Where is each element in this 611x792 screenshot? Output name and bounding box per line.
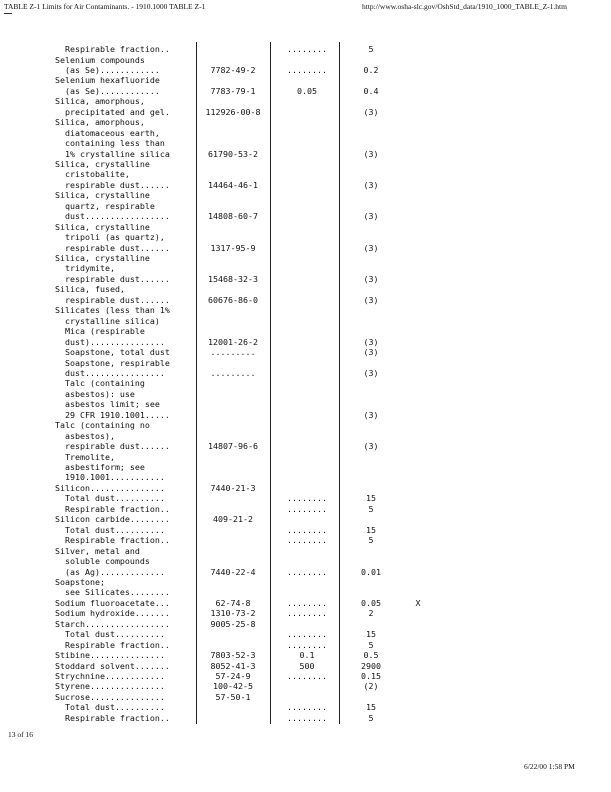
substance-cell: asbestos limit; see [55,399,160,410]
substance-cell: Styrene............... [55,681,165,692]
cas-number-cell: 14464-46-1 [208,179,258,190]
mg-limit-cell: (3) [363,273,379,284]
ppm-limit-cell: ........ [287,493,327,504]
substance-cell: Silica, crystalline [55,221,150,232]
substance-cell: respirable dust...... [55,273,170,284]
substance-cell: Silicates (less than 1% [55,305,170,316]
substance-cell: precipitated and gel. [55,106,170,117]
mg-limit-cell: 15 [366,524,376,535]
mg-limit-cell: 5 [368,44,374,54]
substance-cell: Mica (respirable [55,326,145,337]
substance-cell: 1% crystalline silica [55,148,170,159]
cas-number-cell: 9005-25-8 [210,618,256,629]
substance-cell: Strychnine............ [55,671,165,681]
mg-limit-cell: 0.2 [363,64,379,75]
cas-number-cell: 1317-95-9 [210,242,256,253]
substance-cell: Soapstone; [55,576,105,587]
substance-cell: tripoli (as quartz), [55,232,165,243]
ppm-limit-cell: ........ [287,44,327,54]
substance-cell: respirable dust...... [55,179,170,190]
substance-cell: dust)............... [55,336,165,347]
substance-cell: diatomaceous earth, [55,127,160,138]
cas-number-cell: 61790-53-2 [208,148,258,159]
mg-limit-cell: 5 [368,535,374,546]
substance-cell: Respirable fraction.. [55,712,170,723]
substance-cell: quartz, respirable [55,200,155,211]
cas-number-cell: 112926-00-8 [205,106,261,117]
mg-limit-cell: 5 [368,639,374,650]
substance-cell: Silicon............... [55,482,165,493]
substance-cell: 29 CFR 1910.1001..... [55,409,170,420]
cas-number-cell: 57-24-9 [215,671,251,681]
ppm-limit-cell: ........ [287,597,327,608]
substance-cell: Selenium compounds [55,54,145,65]
cas-number-cell: ......... [210,367,256,378]
substance-cell: crystalline silica) [55,315,160,326]
cas-number-cell: 409-21-2 [213,514,253,525]
substance-cell: Silica, fused, [55,284,125,295]
mg-limit-cell: (3) [363,367,379,378]
substance-cell: Soapstone, respirable [55,357,170,368]
page-number: 13 of 16 [8,730,33,739]
mg-limit-cell: (3) [363,179,379,190]
cas-number-cell: ......... [210,347,256,357]
cas-number-cell: 62-74-8 [215,597,251,608]
ppm-limit-cell: 500 [299,660,315,671]
ppm-limit-cell: ........ [287,608,327,619]
table-row [0,712,611,724]
substance-cell: respirable dust...... [55,242,170,253]
ppm-limit-cell: ........ [287,671,327,681]
substance-cell: Silica, amorphous, [55,117,145,128]
substance-cell: 1910.1001........... [55,472,165,483]
substance-cell: containing less than [55,138,165,149]
cas-number-cell: 57-50-1 [215,691,251,702]
ppm-limit-cell: 0.05 [297,85,317,96]
substance-cell: (as Ag)............. [55,566,165,577]
mg-limit-cell: 0.15 [361,671,381,681]
substance-cell: (as Se)............ [55,85,160,96]
substance-cell: respirable dust...... [55,441,170,452]
page-header-url: http://www.osha-slc.gov/OshStd_data/1910_1000_TABLE_Z-1.htm [362,2,567,11]
mg-limit-cell: 15 [366,702,376,713]
ppm-limit-cell: ........ [287,503,327,514]
cas-number-cell: 60676-86-0 [208,294,258,305]
substance-cell: Total dust.......... [55,702,165,713]
substance-cell: Selenium hexafluoride [55,75,160,86]
substance-cell: Silica, amorphous, [55,96,145,107]
substance-cell: Silicon carbide........ [55,514,170,525]
mg-limit-cell: (3) [363,336,379,347]
substance-cell: Stoddard solvent....... [55,660,170,671]
ppm-limit-cell: ........ [287,639,327,650]
ppm-limit-cell: ........ [287,566,327,577]
substance-cell: Total dust.......... [55,493,165,504]
substance-cell: respirable dust...... [55,294,170,305]
substance-cell: Respirable fraction.. [55,639,170,650]
mg-limit-cell: (2) [363,681,379,692]
substance-cell: Talc (containing no [55,420,150,431]
ppm-limit-cell: 0.1 [299,650,315,661]
substance-cell: asbestiform; see [55,462,145,472]
mg-limit-cell: (3) [363,294,379,305]
cas-number-cell: 14807-96-6 [208,441,258,452]
substance-cell: Respirable fraction.. [55,503,170,514]
substance-cell: soluble compounds [55,556,150,566]
cas-number-cell: 14808-60-7 [208,211,258,222]
cas-number-cell: 8052-41-3 [210,660,256,671]
mg-limit-cell: 0.05 [361,597,381,608]
mg-limit-cell: 5 [368,712,374,723]
substance-cell: Soapstone, total dust [55,347,170,357]
substance-cell: Total dust.......... [55,629,165,640]
cas-number-cell: 1310-73-2 [210,608,256,619]
substance-cell: Talc (containing [55,378,145,389]
cas-number-cell: 7782-49-2 [210,64,256,75]
mg-limit-cell: 5 [368,503,374,514]
substance-cell: Starch................. [55,618,170,629]
mg-limit-cell: 2 [368,608,374,619]
cas-number-cell: 7783-79-1 [210,85,256,96]
substance-cell: Respirable fraction.. [55,535,170,546]
mg-limit-cell: (3) [363,441,379,452]
mg-limit-cell: (3) [363,409,379,420]
ppm-limit-cell: ........ [287,702,327,713]
ppm-limit-cell: ........ [287,712,327,723]
substance-cell: Silica, crystalline [55,158,150,169]
ppm-limit-cell: ........ [287,524,327,535]
cas-number-cell: 7440-21-3 [210,482,256,493]
mg-limit-cell: 0.4 [363,85,379,96]
mg-limit-cell: 15 [366,493,376,504]
mg-limit-cell: (3) [363,106,379,117]
page-header-title: TABLE Z-1 Limits for Air Contaminants. - 1910.1000 TABLE Z-1 [4,2,206,11]
cas-number-cell: 12001-26-2 [208,336,258,347]
cas-number-cell: 15468-32-3 [208,273,258,284]
mg-limit-cell: (3) [363,242,379,253]
mg-limit-cell: 0.5 [363,650,379,661]
ppm-limit-cell: ........ [287,535,327,546]
print-timestamp: 6/22/00 1:58 PM [524,762,575,771]
substance-cell: see Silicates........ [55,587,170,598]
cas-number-cell: 100-42-5 [213,681,253,692]
substance-cell: Sodium fluoroacetate... [55,597,170,608]
substance-cell: (as Se)............ [55,64,160,75]
substance-cell: Silver, metal and [55,545,140,556]
substance-cell: Sucrose............... [55,691,165,702]
skin-designation-cell: X [415,597,421,608]
substance-cell: dust................. [55,211,170,222]
mg-limit-cell: (3) [363,148,379,159]
mg-limit-cell: (3) [363,347,379,357]
substance-cell: Silica, crystalline [55,253,150,263]
ppm-limit-cell: ........ [287,64,327,75]
substance-cell: dust................ [55,367,165,378]
cas-number-cell: 7440-22-4 [210,566,256,577]
substance-cell: cristobalite, [55,169,130,180]
substance-cell: asbestos): use [55,388,135,399]
substance-cell: Total dust.......... [55,524,165,535]
mg-limit-cell: 15 [366,629,376,640]
substance-cell: Silica, crystalline [55,190,150,201]
substance-cell: Respirable fraction.. [55,44,170,54]
mg-limit-cell: 0.01 [361,566,381,577]
substance-cell: asbestos), [55,430,115,441]
mg-limit-cell: 2900 [361,660,381,671]
substance-cell: Tremolite, [55,451,115,462]
header-mark [4,13,12,14]
ppm-limit-cell: ........ [287,629,327,640]
substance-cell: tridymite, [55,263,115,274]
cas-number-cell: 7803-52-3 [210,650,256,661]
substance-cell: Stibine............... [55,650,165,661]
mg-limit-cell: (3) [363,211,379,222]
substance-cell: Sodium hydroxide....... [55,608,170,619]
